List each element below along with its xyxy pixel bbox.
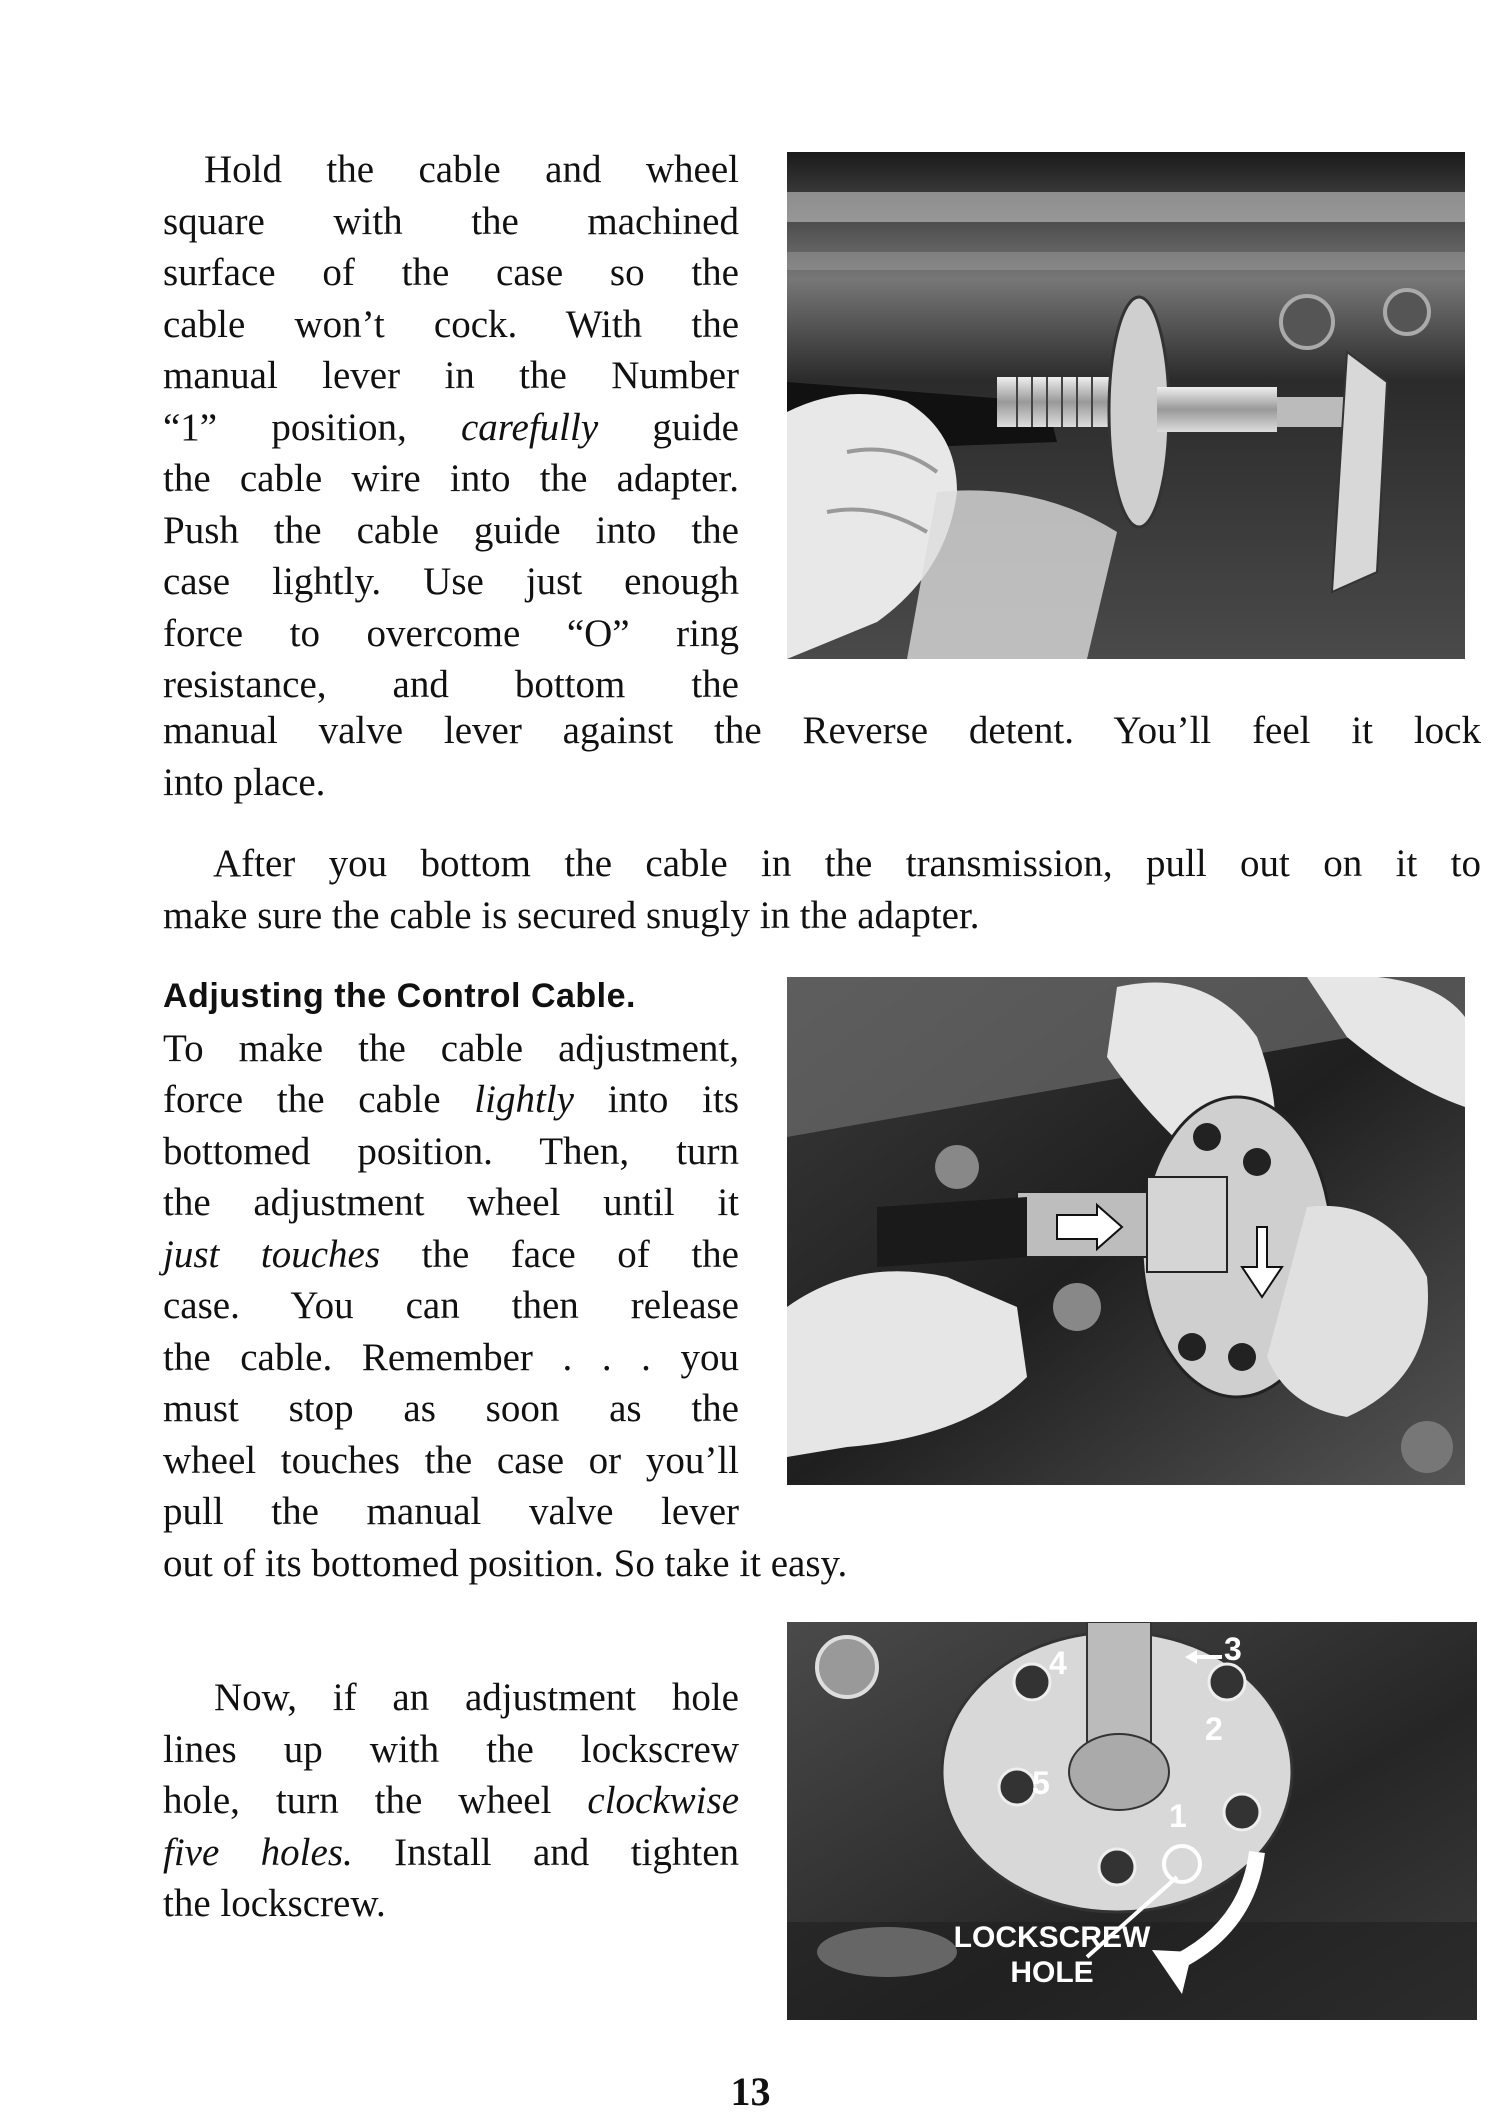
- wheel-hole-number-4: 4: [1049, 1645, 1067, 1681]
- photo-adjustment-wheel: [787, 977, 1465, 1485]
- text-segment: “1” position,: [163, 405, 407, 449]
- paragraph-cable-install: [163, 144, 739, 711]
- text-line: pull the manual valve lever: [163, 1490, 739, 1533]
- text-line: To make the cable adjustment,: [163, 1026, 739, 1070]
- wheel-hole-number-3: 3: [1224, 1631, 1242, 1667]
- text-line: Hold the cable and wheel: [204, 148, 739, 191]
- text-line: case. You can then release: [163, 1284, 739, 1327]
- paragraph-adjust-cable: [163, 971, 739, 1538]
- text-line: lines up with the lockscrew: [163, 1727, 739, 1771]
- paragraph-cable-install-continued: [163, 705, 1481, 808]
- text-line: resistance, and bottom the: [163, 663, 739, 706]
- paragraph-secure-cable: [163, 838, 1481, 941]
- text-segment: Install and tighten: [394, 1830, 740, 1874]
- text-line: the cable wire into the adapter.: [163, 457, 739, 500]
- text-line: into place.: [163, 760, 326, 804]
- text-line: the lockscrew.: [163, 1882, 386, 1925]
- text-line: [163, 1229, 739, 1281]
- text-line: bottomed position. Then, turn: [163, 1129, 739, 1173]
- section-heading: Adjusting the Control Cable.: [163, 977, 636, 1015]
- text-line: must stop as soon as the: [163, 1387, 739, 1430]
- text-line: Now, if an adjustment hole: [214, 1676, 739, 1719]
- text-line: case lightly. Use just enough: [163, 560, 739, 603]
- wheel-hole-number-2: 2: [1205, 1711, 1223, 1747]
- text-segment: hole, turn the wheel: [163, 1779, 552, 1822]
- text-line: Push the cable guide into the: [163, 508, 739, 552]
- text-line: out of its bottomed position. So take it easy.: [163, 1542, 848, 1585]
- text-line: wheel touches the case or you’ll: [163, 1438, 739, 1482]
- wheel-hole-number-5: 5: [1032, 1765, 1050, 1801]
- photo-cable-guide-insertion: [787, 152, 1465, 659]
- paragraph-lockscrew: [163, 1672, 739, 1930]
- text-segment: the face of the: [421, 1232, 739, 1276]
- text-segment: guide: [652, 405, 739, 449]
- text-line: surface of the case so the: [163, 251, 739, 294]
- text-line: square with the machined: [163, 199, 739, 243]
- photo-lockscrew-hole: [787, 1622, 1477, 2020]
- text-segment: into its: [607, 1078, 739, 1121]
- text-line: make sure the cable is secured snugly in the adapter.: [163, 893, 980, 937]
- lockscrew-callout-line1: LOCKSCREW: [953, 1921, 1151, 1954]
- text-segment: force the cable: [163, 1078, 441, 1121]
- text-line: After you bottom the cable in the transmission, pull out on it to: [213, 842, 1481, 885]
- text-line: the adjustment wheel until it: [163, 1181, 739, 1224]
- emphasis-five-holes: five holes.: [163, 1830, 353, 1874]
- text-line: manual valve lever against the Reverse detent. You’ll feel it lock: [163, 709, 1481, 752]
- text-line: [163, 402, 739, 454]
- text-line: the cable. Remember . . . you: [163, 1335, 739, 1379]
- lockscrew-callout-line2: HOLE: [1010, 1956, 1094, 1989]
- emphasis-carefully: carefully: [460, 405, 599, 449]
- paragraph-adjust-cable-continued: [163, 1538, 1481, 1590]
- text-line: cable won’t cock. With the: [163, 302, 739, 346]
- emphasis-clockwise: clockwise: [587, 1779, 740, 1822]
- text-line: [163, 1827, 739, 1879]
- emphasis-lightly: lightly: [474, 1078, 574, 1121]
- text-line: manual lever in the Number: [163, 354, 739, 397]
- wheel-hole-number-1: 1: [1169, 1798, 1187, 1834]
- page-number: 13: [730, 2069, 771, 2114]
- text-line: [163, 1775, 739, 1827]
- text-line: force to overcome “O” ring: [163, 611, 739, 655]
- emphasis-just-touches: just touches: [163, 1232, 381, 1276]
- text-line: [163, 1074, 739, 1126]
